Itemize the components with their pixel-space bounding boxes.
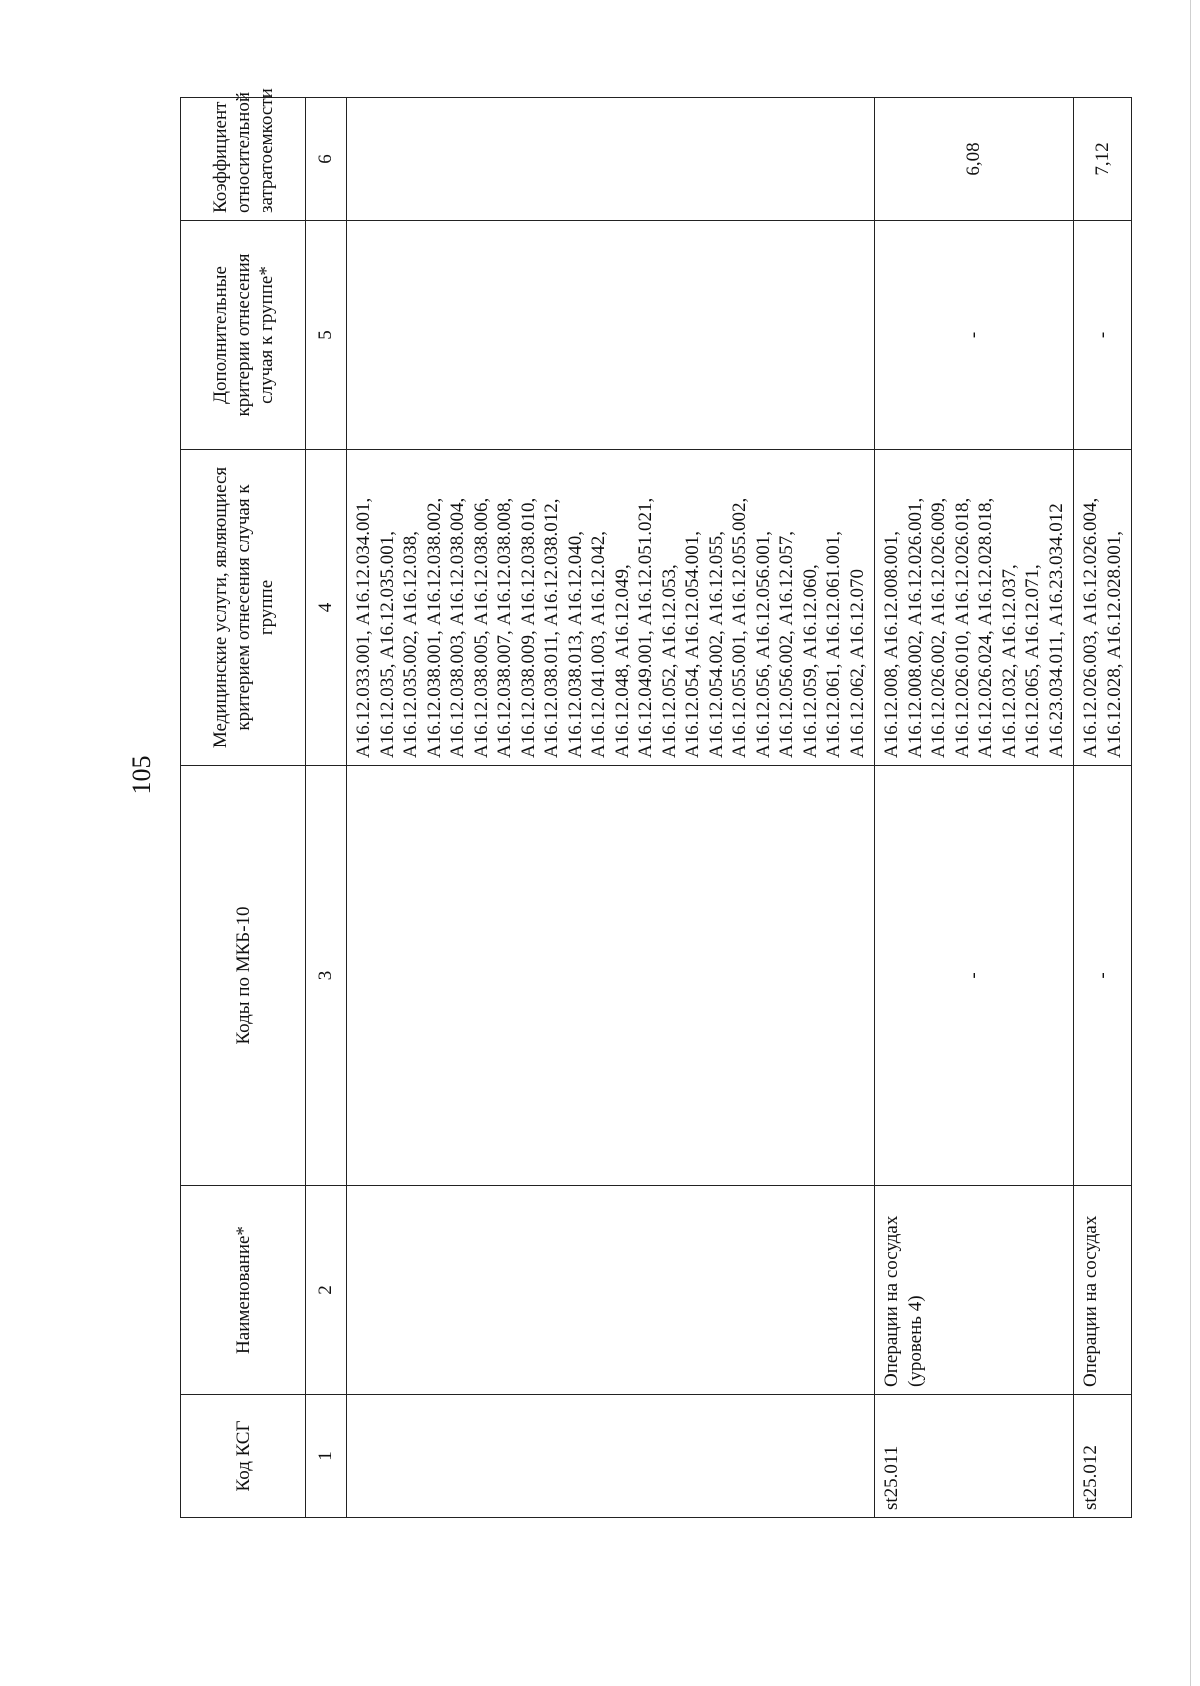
table-row [347, 98, 875, 1518]
page-number: 105 [127, 755, 156, 795]
header-additional-criteria: Дополнительные критерии отнесения случая к группе* [181, 221, 306, 450]
header-mkb-codes: Коды по МКБ-10 [181, 766, 306, 1186]
column-number: 1 [306, 1395, 347, 1518]
coefficient-cell: 6,08 [875, 98, 1074, 221]
header-medical-services: Медицинские услуги, являющиеся критерием отнесения случая к группе [181, 450, 306, 766]
header-row [181, 98, 306, 1518]
mkb-cell: - [875, 766, 1074, 1186]
name-cell: Операции на сосудах (уровень 4) [875, 1186, 1074, 1395]
coefficient-cell: 7,12 [1074, 98, 1132, 221]
services-cell: А16.12.008, А16.12.008.001, А16.12.008.002, А16.12.026.001, А16.12.026.002, А16.12.026.009, А16.12.026.010, А16.12.026.018, А16.12.026.024, А16.12.028.018, А16.12.032, А16.12.037, А16.12.065, А16.12.071, А16.23.034.011, А16.23.034.012 [875, 450, 1074, 766]
mkb-cell: - [1074, 766, 1132, 1186]
criteria-cell: - [1074, 221, 1132, 450]
name-cell: Операции на сосудах [1074, 1186, 1132, 1395]
services-cell: А16.12.026.003, А16.12.026.004, А16.12.028, А16.12.028.001, [1074, 450, 1132, 766]
header-name: Наименование* [181, 1186, 306, 1395]
criteria-cell: - [875, 221, 1074, 450]
column-number: 6 [306, 98, 347, 221]
rotated-table-container [180, 88, 1125, 1518]
name-cell [347, 1186, 875, 1395]
header-ksg-code: Код КСГ [181, 1395, 306, 1518]
column-number: 3 [306, 766, 347, 1186]
mkb-cell [347, 766, 875, 1186]
ksg-code-cell: st25.012 [1074, 1395, 1132, 1518]
criteria-cell [347, 221, 875, 450]
scan-edge-line [1190, 0, 1191, 1686]
column-number-row [306, 98, 347, 1518]
services-cell: А16.12.033.001, А16.12.034.001, А16.12.035, А16.12.035.001, А16.12.035.002, А16.12.038, А16.12.038.001, А16.12.038.002, А16.12.038.003, А16.12.038.004, А16.12.038.005, А16.12.038.006, А16.12.038.007, А16.12.038.008, А16.12.038.009, А16.12.038.010, А16.12.038.011, А16.12.038.012, А16.12.038.013, А16.12.040, А16.12.041.003, А16.12.042, А16.12.048, А16.12.049, А16.12.049.001, А16.12.051.021, А16.12.052, А16.12.053, А16.12.054, А16.12.054.001, А16.12.054.002, А16.12.055, А16.12.055.001, А16.12.055.002, А16.12.056, А16.12.056.001, А16.12.056.002, А16.12.057, А16.12.059, А16.12.060, А16.12.061, А16.12.061.001, А16.12.062, А16.12.070 [347, 450, 875, 766]
column-number: 4 [306, 450, 347, 766]
column-number: 2 [306, 1186, 347, 1395]
table-row [1074, 98, 1132, 1518]
ksg-code-cell: st25.011 [875, 1395, 1074, 1518]
table-row [875, 98, 1074, 1518]
ksg-table [180, 88, 1132, 1518]
coefficient-cell [347, 98, 875, 221]
header-coefficient: Коэффициент относительной затратоемкости [181, 98, 306, 221]
column-number: 5 [306, 221, 347, 450]
ksg-code-cell [347, 1395, 875, 1518]
